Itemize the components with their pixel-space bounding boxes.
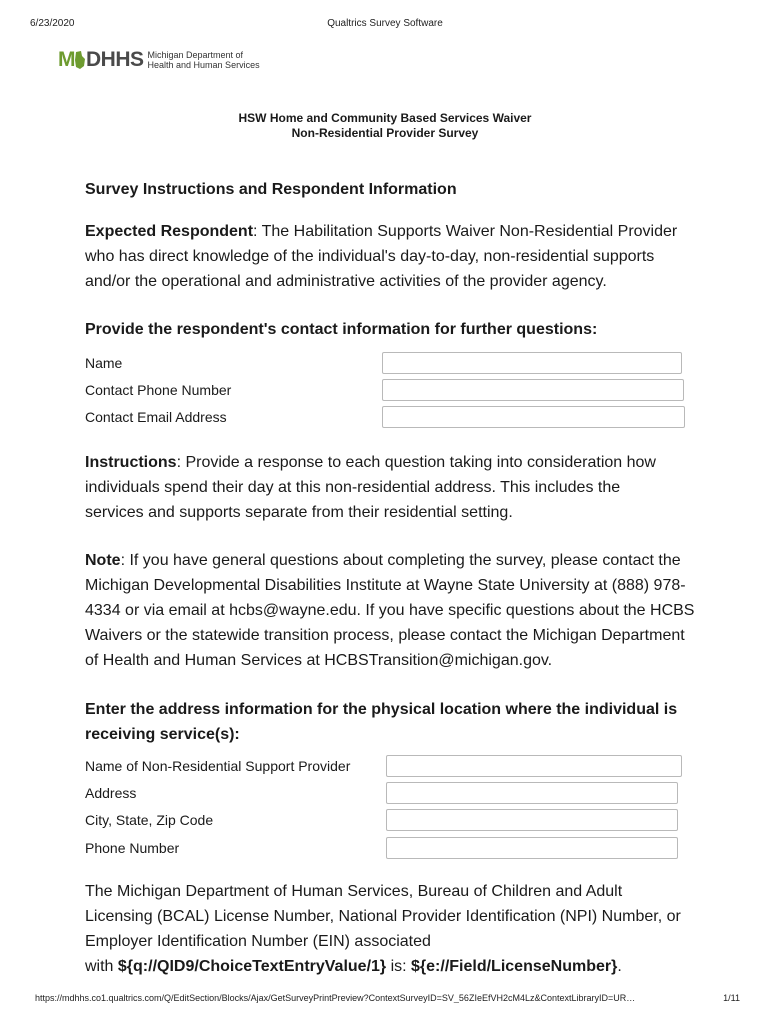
- phone-number-label: Phone Number: [85, 840, 180, 856]
- address-info-heading: Enter the address information for the physical location where the individual is receiving service(s):: [85, 701, 678, 743]
- logo-mark: M DHHS: [58, 48, 144, 71]
- contact-phone-input[interactable]: [382, 379, 684, 401]
- survey-title: [0, 111, 770, 141]
- note-label: Note: [85, 552, 121, 569]
- section-heading-instructions: Survey Instructions and Respondent Information: [85, 181, 457, 198]
- address-input[interactable]: [386, 782, 678, 804]
- address-label: Address: [85, 785, 137, 801]
- print-date: 6/23/2020: [30, 18, 75, 29]
- license-is-text: is:: [386, 958, 412, 975]
- michigan-map-icon: [74, 50, 86, 70]
- instructions-paragraph: [85, 450, 675, 525]
- provider-name-label: Name of Non-Residential Support Provider: [85, 758, 351, 774]
- piped-license-field: ${e://Field/LicenseNumber}: [411, 958, 618, 975]
- survey-title-line-1: HSW Home and Community Based Services Waiver: [238, 111, 532, 125]
- name-input[interactable]: [382, 352, 682, 374]
- license-question: [85, 879, 690, 979]
- contact-info-heading: Provide the respondent's contact information for further questions:: [85, 321, 598, 338]
- expected-respondent-label: Expected Respondent: [85, 223, 254, 240]
- provider-name-input[interactable]: [386, 755, 682, 777]
- note-text: : If you have general questions about completing the survey, please contact the Michigan Developmental Disabilities Institute at Wayne State University at (888) 978-4334 or via email at hcbs@wayne.edu. If you have specific questions about the HCBS Waivers or the statewide transition process, please contact the Michigan Department of Health and Human Services at HCBSTransition@michigan.gov.: [85, 552, 695, 669]
- name-label: Name: [85, 355, 123, 371]
- survey-title-line-2: Non-Residential Provider Survey: [291, 126, 479, 140]
- print-page-number: 1/11: [723, 993, 740, 1003]
- contact-email-input[interactable]: [382, 406, 685, 428]
- print-footer-url: https://mdhhs.co1.qualtrics.com/Q/EditSection/Blocks/Ajax/GetSurveyPrintPreview?ContextSurveyID=SV_56ZIeEfVH2cM4Lz&ContextLibraryID=UR…: [35, 993, 636, 1003]
- instructions-text: : Provide a response to each question taking into consideration how individuals spend their day at this non-residential address. This includes the services and supports separate from their residential setting.: [85, 454, 656, 521]
- logo-line-2: Health and Human Services: [147, 60, 260, 70]
- mdhhs-logo: [58, 48, 260, 72]
- phone-number-input[interactable]: [386, 837, 678, 859]
- expected-respondent-text: : The Habilitation Supports Waiver Non-Residential Provider who has direct knowledge of the individual's day-to-day, non-residential supports and/or the operational and administrative activities of the provider agency.: [85, 223, 678, 290]
- license-end-punct: .: [617, 958, 622, 975]
- instructions-label: Instructions: [85, 454, 177, 471]
- piped-choice-value: ${q://QID9/ChoiceTextEntryValue/1}: [117, 958, 387, 975]
- logo-line-1: Michigan Department of: [147, 50, 244, 60]
- license-with-prefix: with: [85, 958, 118, 975]
- city-state-zip-label: City, State, Zip Code: [85, 812, 214, 828]
- logo-subtitle: [148, 50, 260, 70]
- expected-respondent-paragraph: [85, 219, 695, 294]
- license-question-text: The Michigan Department of Human Services, Bureau of Children and Adult Licensing (BCAL) License Number, National Provider Identification (NPI) Number, or Employer Identification Number (EIN) associated: [85, 883, 681, 950]
- city-state-zip-input[interactable]: [386, 809, 678, 831]
- contact-phone-label: Contact Phone Number: [85, 382, 232, 398]
- note-paragraph: [85, 548, 695, 673]
- contact-email-label: Contact Email Address: [85, 409, 227, 425]
- print-title: Qualtrics Survey Software: [327, 18, 443, 29]
